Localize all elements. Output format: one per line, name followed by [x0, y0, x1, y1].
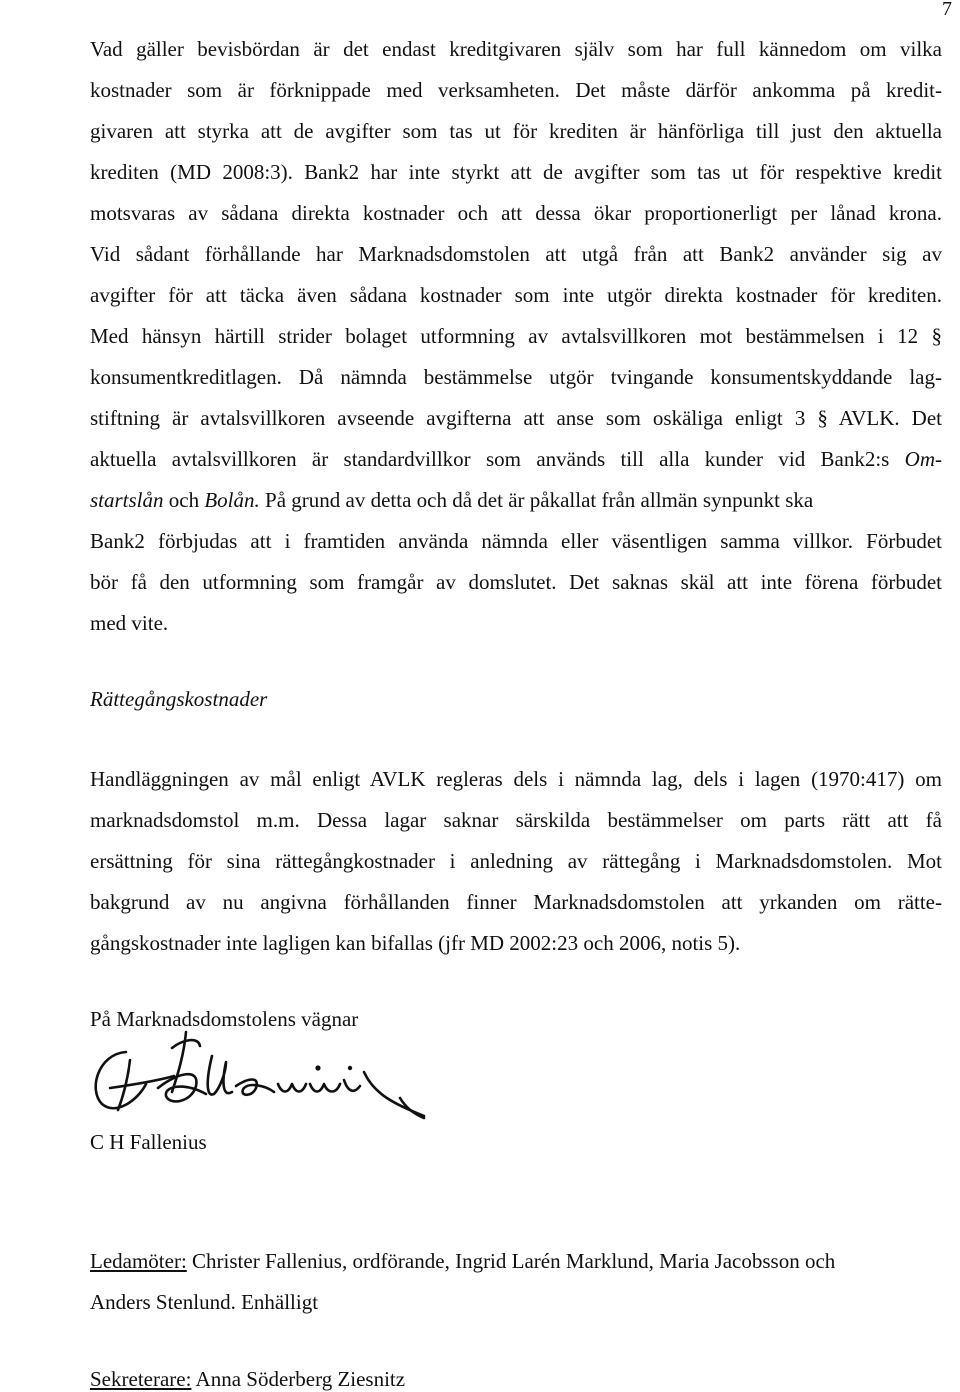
italic-term: Om-	[904, 447, 942, 471]
members-line-2: Anders Stenlund. Enhälligt	[90, 1290, 319, 1314]
handwritten-signature	[88, 1028, 448, 1138]
secretary-label: Sekreterare:	[90, 1367, 192, 1391]
text-line	[90, 489, 813, 512]
text-line: motsvaras av sådana direkta kostnader och att dessa ökar proportionerligt per lånad krona.	[90, 201, 942, 225]
text-span: På grund av detta och då det är påkallat från allmän synpunkt ska	[259, 488, 814, 512]
text-line: bör få den utformning som framgår av domslutet. Det saknas skäl att inte förena förbudet	[90, 570, 942, 594]
text-line: gångskostnader inte lagligen kan bifallas (jfr MD 2002:23 och 2006, notis 5).	[90, 931, 741, 955]
text-line: Med hänsyn härtill strider bolaget utformning av avtalsvillkoren mot bestämmelsen i 12 §	[90, 324, 942, 348]
text-line: Vad gäller bevisbördan är det endast kreditgivaren själv som har full kännedom om vilka	[90, 37, 942, 61]
secretary-name: Anna Söderberg Ziesnitz	[191, 1367, 406, 1391]
text-span: och	[163, 488, 205, 512]
signature-intro: På Marknadsdomstolens vägnar	[90, 1007, 359, 1031]
members-names: Christer Fallenius, ordförande, Ingrid Larén Marklund, Maria Jacobsson och	[186, 1249, 836, 1273]
text-line: konsumentkreditlagen. Då nämnda bestämmelse utgör tvingande konsumentskyddande lag-	[90, 365, 942, 389]
text-line: avgifter för att täcka även sådana kostnader som inte utgör direkta kostnader för krediten.	[90, 283, 942, 307]
text-line: Vid sådant förhållande har Marknadsdomstolen att utgå från att Bank2 använder sig av	[90, 242, 942, 266]
text-line: kostnader som är förknippade med verksamheten. Det måste därför ankomma på kredit-	[90, 78, 942, 102]
members-label: Ledamöter:	[90, 1249, 187, 1273]
secretary-line	[90, 1368, 405, 1391]
text-line: med vite.	[90, 611, 169, 635]
section-heading: Rättegångskostnader	[90, 687, 268, 711]
text-line: Bank2 förbjudas att i framtiden använda nämnda eller väsentligen samma villkor. Förbudet	[90, 529, 942, 553]
text-line: givaren att styrka att de avgifter som tas ut för krediten är hänförliga till just den aktuella	[90, 119, 942, 143]
text-line: bakgrund av nu angivna förhållanden finner Marknadsdomstolen att yrkanden om rätte-	[90, 890, 942, 914]
text-line: ersättning för sina rättegångkostnader i anledning av rättegång i Marknadsdomstolen. Mot	[90, 849, 942, 873]
text-line: marknadsdomstol m.m. Dessa lagar saknar särskilda bestämmelser om parts rätt att få	[90, 808, 942, 832]
italic-term: Bolån.	[204, 488, 260, 512]
members-line	[90, 1250, 835, 1273]
text-line	[90, 448, 942, 471]
page-number: 7	[942, 0, 952, 20]
signer-name: C H Fallenius	[90, 1130, 207, 1154]
text-span: aktuella avtalsvillkoren är standardvillkor som används till alla kunder vid Bank2:s	[90, 447, 905, 471]
text-line: stiftning är avtalsvillkoren avseende avgifterna att anse som oskäliga enligt 3 § AVLK. Det	[90, 406, 942, 430]
text-line: krediten (MD 2008:3). Bank2 har inte styrkt att de avgifter som tas ut för respektive kredit	[90, 160, 942, 184]
text-line: Handläggningen av mål enligt AVLK regleras dels i nämnda lag, dels i lagen (1970:417) om	[90, 767, 942, 791]
italic-term: startslån	[90, 488, 164, 512]
